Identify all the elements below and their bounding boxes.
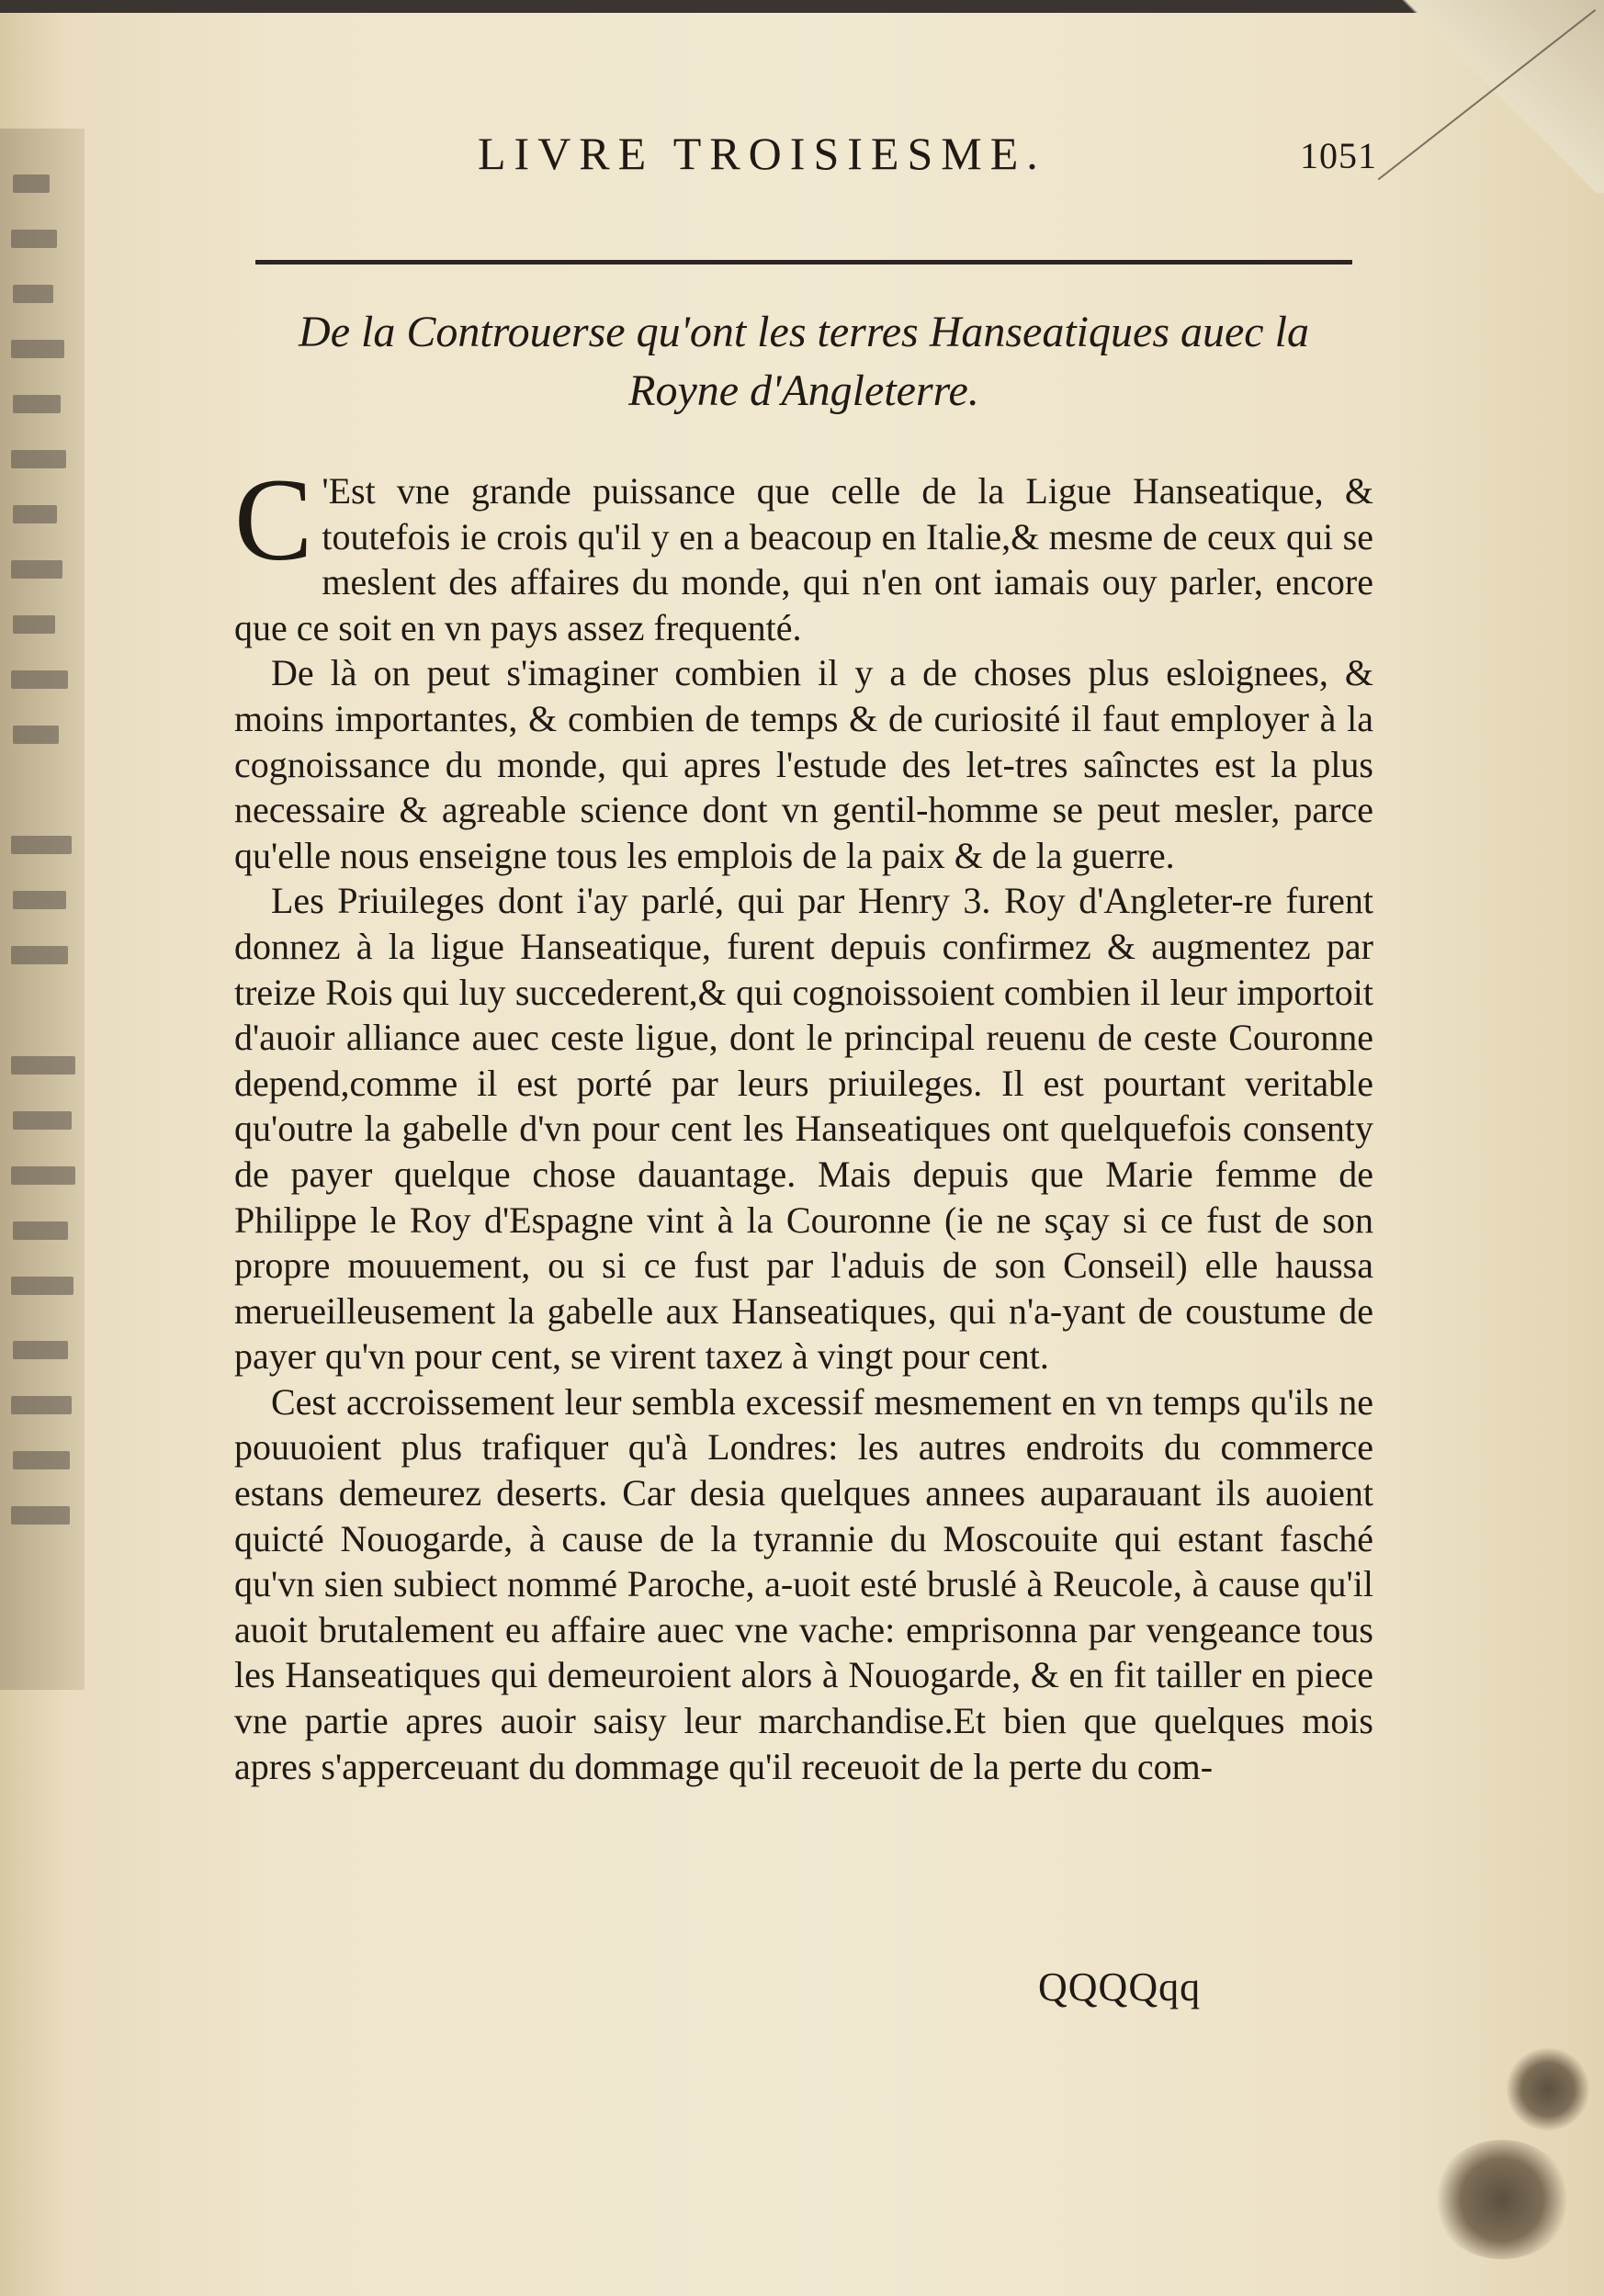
facing-page-bleed (0, 129, 85, 1690)
page-number: 1051 (1300, 135, 1377, 176)
page-header (478, 127, 1377, 191)
drop-cap: C (234, 455, 313, 585)
section-title-line-2: Royne d'Angleterre. (628, 366, 979, 415)
paragraph (234, 455, 1373, 650)
signature-mark: QQQQqq (1038, 1964, 1202, 2009)
section-title (230, 303, 1378, 421)
page-top-edge (0, 0, 1604, 13)
ink-stain (1433, 2140, 1571, 2259)
paragraph: Cest accroissement leur sembla excessif mesmement en vn temps qu'ils ne pouuoient plus trafiquer qu'à Londres: les autres endroits du commerce estans demeurez deserts. Car desia quelques annees auparauant ils auoient quicté Nouogarde, à cause de la tyrannie du Moscouite qui estant fasché qu'vn sien subiect nommé Paroche, a-uoit esté bruslé à Reucole, à cause qu'il auoit brutalement eu affaire auec vne vache: emprisonna par vengeance tous les Hanseatiques qui demeuroient alors à Nouogarde, & en fit tailler en piece vne partie apres auoir saisy leur marchandise.Et bien que quelques mois apres s'apperceuant du dommage qu'il receuoit de la perte du com- (234, 1380, 1373, 1787)
running-title: LIVRE TROISIESME. (478, 128, 1046, 179)
paragraph-text: 'Est vne grande puissance que celle de la Ligue Hanseatique, & toutefois ie crois qu'il y en a beacoup en Italie,& mesme de ceux qui se meslent des affaires du monde, qui n'en ont iamais ouy parler, encore que ce soit en vn pays assez frequenté. (234, 470, 1373, 648)
ink-stain (1507, 2048, 1589, 2131)
body-text (234, 455, 1373, 1789)
section-title-line-1: De la Controuerse qu'ont les terres Hanseatiques auec la (299, 308, 1309, 356)
paragraph: Les Priuileges dont i'ay parlé, qui par Henry 3. Roy d'Angleter-re furent donnez à la ligue Hanseatique, furent depuis confirmez & augmentez par treize Rois qui luy succederent,& qui cognoissoient combien il leur importoit d'auoir alliance auec ceste ligue, dont le principal reuenu de ceste Couronne depend,comme il est porté par leurs priuileges. Il est pourtant veritable qu'outre la gabelle d'vn pour cent les Hanseatiques ont quelquefois consenty de payer quelque chose dauantage. Mais depuis que Marie femme de Philippe le Roy d'Espagne vint à la Couronne (ie ne sçay si ce fust de son propre mouuement, ou si ce fust par l'aduis de son Conseil) elle haussa merueilleusement la gabelle aux Hanseatiques, qui n'a-yant de coustume de payer qu'vn pour cent, se virent taxez à vingt pour cent. (234, 880, 1373, 1378)
paragraph: De là on peut s'imaginer combien il y a de choses plus esloignees, & moins importantes, & combien de temps & de curiosité il faut employer à la cognoissance du monde, qui apres l'estude des let-tres saînctes est la plus necessaire & agreable science dont vn gentil-homme se peut mesler, parce qu'elle nous enseigne tous les emplois de la paix & de la guerre. (234, 652, 1373, 876)
header-rule (255, 260, 1352, 264)
